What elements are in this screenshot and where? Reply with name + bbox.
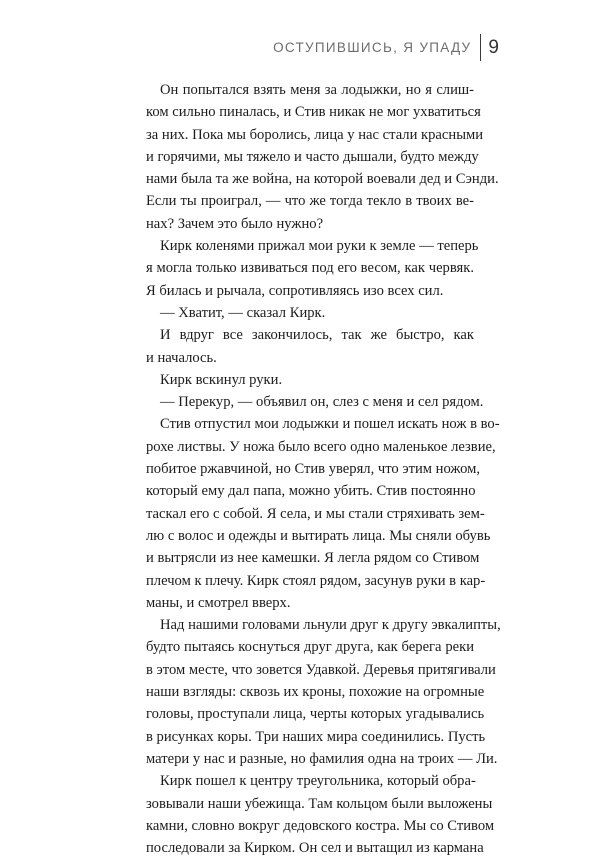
running-title: ОСТУПИВШИСЬ, Я УПАДУ bbox=[273, 40, 472, 55]
text-line: плечом к плечу. Кирк стоял рядом, засунув руки в кар- bbox=[146, 572, 486, 589]
text-line: нах? Зачем это было нужно? bbox=[146, 215, 324, 232]
paragraph bbox=[146, 770, 495, 859]
text-line: маны, и смотрел вверх. bbox=[146, 594, 291, 611]
text-line: зовывали наши убежища. Там кольцом были выложены bbox=[146, 795, 493, 812]
text-line: за них. Пока мы боролись, лица у нас стали красными bbox=[146, 126, 484, 143]
text-line: Я билась и рычала, сопротивляясь изо всех сил. bbox=[146, 282, 444, 299]
text-line: Стив отпустил мои лодыжки и пошел искать нож в во- bbox=[160, 416, 500, 433]
text-line: Кирк коленями прижал мои руки к земле — теперь bbox=[160, 238, 479, 255]
text-line: ком сильно пиналась, и Стив никак не мог ухватиться bbox=[146, 104, 481, 121]
text-line: и вытрясли из нее камешки. Я легла рядом со Стивом bbox=[146, 550, 480, 567]
text-line: будто пытаясь коснуться друг друга, как берега реки bbox=[146, 639, 474, 656]
text-line: Кирк вскинул руки. bbox=[160, 371, 283, 388]
text-line: и началось. bbox=[146, 349, 217, 366]
paragraph bbox=[146, 79, 499, 235]
text-line: — Перекур, — объявил он, слез с меня и сел рядом. bbox=[160, 394, 484, 411]
paragraph bbox=[146, 391, 484, 413]
text-line: рохе листвы. У ножа было всего одно маленькое лезвие, bbox=[146, 438, 496, 455]
header-divider bbox=[480, 34, 481, 61]
text-line: наши взгляды: сквозь их кроны, похожие на огромные bbox=[146, 684, 485, 701]
text-line: Над нашими головами льнули друг к другу эвкалипты, bbox=[160, 617, 501, 634]
text-line: я могла только извиваться под его весом, как червяк. bbox=[146, 260, 474, 277]
text-line: в этом месте, что зовется Удавкой. Деревья притягивали bbox=[146, 661, 496, 678]
page-number: 9 bbox=[488, 36, 499, 58]
page-header bbox=[273, 34, 499, 61]
body-text bbox=[146, 79, 501, 859]
text-line: который ему дал папа, можно убить. Стив постоянно bbox=[146, 483, 476, 500]
text-line: матери у нас и разные, но фамилия одна на троих — Ли. bbox=[146, 750, 498, 767]
paragraph bbox=[146, 235, 479, 302]
text-line: головы, проступали лица, черты которых угадывались bbox=[146, 706, 485, 723]
text-line: — Хватит, — сказал Кирк. bbox=[160, 304, 326, 321]
paragraph bbox=[146, 302, 474, 324]
text-line: Кирк пошел к центру треугольника, который обра- bbox=[160, 773, 476, 790]
text-line: в рисунках коры. Три наших мира соединились. Пусть bbox=[146, 728, 486, 745]
paragraph bbox=[146, 324, 474, 369]
text-line: таскал его с собой. Я села, и мы стали стряхивать зем- bbox=[146, 505, 485, 522]
text-line: камни, словно вокруг дедовского костра. Мы со Стивом bbox=[146, 817, 495, 834]
text-line: лю с волос и одежды и вытирать лица. Мы сняли обувь bbox=[146, 527, 491, 544]
text-line: Он попытался взять меня за лодыжки, но я слиш- bbox=[160, 82, 474, 98]
paragraph bbox=[146, 413, 500, 614]
paragraph bbox=[146, 369, 474, 391]
text-line: побитое ржавчиной, но Стив уверял, что этим ножом, bbox=[146, 461, 481, 478]
text-line: И вдруг все закончилось, так же быстро, как bbox=[160, 327, 474, 344]
paragraph bbox=[146, 614, 501, 770]
text-line: нами была та же война, на которой воевали дед и Сэнди. bbox=[146, 171, 499, 188]
text-line: последовали за Кирком. Он сел и вытащил из кармана bbox=[146, 840, 484, 857]
text-line: Если ты проиграл, — что же тогда текло в твоих ве- bbox=[146, 193, 474, 210]
text-line: и горячими, мы тяжело и часто дышали, будто между bbox=[146, 148, 479, 165]
